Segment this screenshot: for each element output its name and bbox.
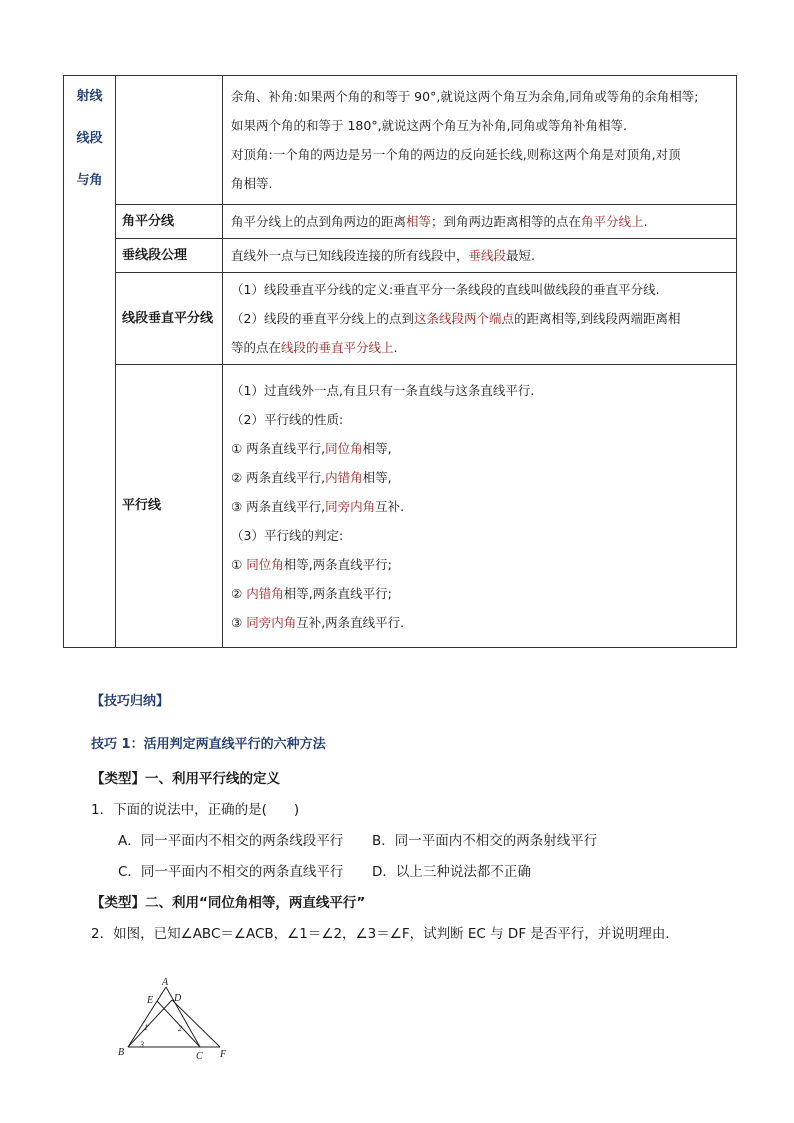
text-line: （2）平行线的性质: (231, 411, 344, 427)
text-line: （3）平行线的判定: (231, 527, 344, 543)
text-line: （1）线段垂直平分线的定义:垂直平分一条线段的直线叫做线段的垂直平分线. (231, 282, 660, 297)
content-cell (223, 365, 737, 648)
text-line: 对顶角:一个角的两边是另一个角的两边的反向延长线,则称这两个角是对顶角,对顶 (231, 147, 681, 162)
text-line: ① 同位角相等,两条直线平行; (231, 556, 392, 572)
option-a: A．同一平面内不相交的两条线段平行 (118, 833, 344, 849)
text-line: 如果两个角的和等于 180°,就说这两个角互为补角,同角或等角补角相等. (231, 118, 628, 133)
segment-bd (128, 1000, 172, 1047)
highlight-text: 角平分线上 (581, 214, 644, 229)
row-label: 平行线 (116, 365, 223, 648)
label-a: A (162, 977, 169, 988)
type-heading: 【类型】二、利用“同位角相等，两直线平行” (91, 895, 366, 911)
text-line: （1）过直线外一点,有且只有一条直线与这条直线平行. (231, 382, 535, 398)
angle-3: 3 (140, 1040, 144, 1049)
text-line: 余角、补角:如果两个角的和等于 90°,就说这两个角互为余角,同角或等角的余角相等; (231, 89, 699, 104)
option-d: D．以上三种说法都不正确 (372, 864, 531, 880)
segment-ac (166, 987, 200, 1047)
content-cell (223, 205, 737, 239)
category-line: 射线 (76, 89, 103, 104)
row-label: 角平分线 (116, 205, 223, 239)
table-row (64, 273, 737, 365)
option-c: C．同一平面内不相交的两条直线平行 (118, 864, 344, 880)
category-line: 与角 (76, 173, 103, 188)
text: 最短. (506, 248, 536, 263)
text-line: ③ 两条直线平行,同旁内角互补. (231, 498, 405, 514)
content-cell (223, 239, 737, 273)
text-line: ③ 同旁内角互补,两条直线平行. (231, 614, 405, 630)
text-line: 角相等. (231, 176, 273, 191)
knowledge-table (63, 75, 737, 648)
angle-1: 1 (144, 1023, 148, 1032)
text-line: ② 内错角相等,两条直线平行; (231, 585, 392, 601)
empty-cell (116, 76, 223, 205)
text: 直线外一点与已知线段连接的所有线段中， (231, 248, 469, 263)
option-b: B．同一平面内不相交的两条射线平行 (372, 833, 598, 849)
highlight-text: 垂线段 (468, 248, 507, 263)
row-label: 垂线段公理 (116, 239, 223, 273)
label-d: D (174, 993, 182, 1004)
text-line: （2）线段的垂直平分线上的点到这条线段两个端点的距离相等,到线段两端距离相 (231, 311, 681, 326)
label-c: C (196, 1051, 203, 1060)
question-1: 1．下面的说法中，正确的是( ) (91, 802, 300, 818)
highlight-text: 相等 (406, 214, 432, 229)
angle-2: 2 (178, 1024, 182, 1033)
table-row (64, 239, 737, 273)
label-b: B (118, 1047, 125, 1058)
row-label-text: 线段垂直平分线 (122, 310, 214, 326)
tip-heading: 技巧 1：活用判定两直线平行的六种方法 (91, 737, 326, 752)
text-line: ② 两条直线平行,内错角相等, (231, 469, 392, 485)
table-row (64, 76, 737, 205)
label-e: E (147, 995, 154, 1006)
category-cell (64, 76, 116, 648)
text-line: ① 两条直线平行,同位角相等, (231, 440, 392, 456)
text: ；到角两边距离相等的点在 (431, 214, 582, 229)
label-f: F (220, 1049, 227, 1060)
type-heading: 【类型】一、利用平行线的定义 (91, 771, 280, 787)
geometry-figure (112, 975, 232, 1060)
content-cell (223, 76, 737, 205)
section-title: 【技巧归纳】 (91, 694, 170, 709)
content-cell (223, 273, 737, 365)
question-2: 2．如图，已知∠ABC＝∠ACB，∠1＝∠2，∠3＝∠F，试判断 EC 与 DF 是否平行，并说明理由． (91, 926, 679, 942)
row-label (116, 273, 223, 365)
table-row (64, 205, 737, 239)
text-line: 等的点在线段的垂直平分线上. (231, 340, 398, 355)
category-line: 线段 (76, 131, 103, 146)
text: . (643, 214, 648, 229)
table-row (64, 365, 737, 648)
text: 角平分线上的点到角两边的距离 (231, 214, 407, 229)
